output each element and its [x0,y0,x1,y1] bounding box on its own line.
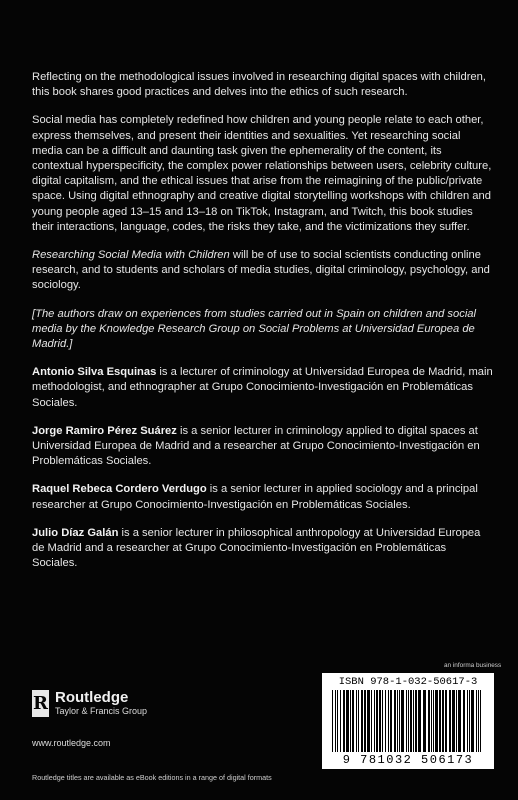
barcode [322,673,494,769]
barcode-bar [463,690,465,752]
barcode-bar [413,690,414,752]
barcode-bar [433,690,434,752]
author-name: Raquel Rebeca Cordero Verdugo [32,483,207,496]
audience-paragraph [32,248,494,294]
back-cover-text [32,70,494,584]
barcode-bar [401,690,404,752]
barcode-bar [394,690,396,752]
intro-paragraph: Reflecting on the methodological issues involved in researching digital spaces with children, this book shares good practices and delves into the ethics of such research. [32,71,486,99]
barcode-bar [343,690,345,752]
barcode-bar [476,690,477,752]
barcode-bar [467,690,468,752]
barcode-bar [408,690,409,752]
barcode-bar [442,690,444,752]
author-bio [32,482,494,512]
author-name: Antonio Silva Esquinas [32,366,157,379]
barcode-bar [415,690,417,752]
barcode-bar [356,690,357,752]
barcode-bar [379,690,381,752]
barcode-bar [385,690,386,752]
barcode-bar [428,690,430,752]
author-name: Julio Díaz Galán [32,526,119,539]
barcode-bar [332,690,333,752]
barcode-bar [439,690,441,752]
note-paragraph: [The authors draw on experiences from studies carried out in Spain on children and social media by the Knowledge Research Group on Social Problems at Universidad Europea de Madrid.] [32,307,477,351]
barcode-bar [376,690,378,752]
barcode-bar [388,690,389,752]
barcode-bar [346,690,349,752]
author-name: Jorge Ramiro Pérez Suárez [32,424,177,437]
author-bio-text: is a lecturer of criminology at Universidad Europea de Madrid, main methodologist, and ethnographer at Grupo Conocimiento-Investigación en Problemáticas Sociales. [32,366,493,409]
barcode-bar [410,690,412,752]
author-bio [32,365,494,411]
barcode-bar [431,690,432,752]
barcode-bar [480,690,481,752]
barcode-bar [456,690,457,752]
publisher-url: www.routledge.com [32,738,111,748]
barcode-bar [340,690,341,752]
barcode-bar [382,690,383,752]
book-title-italic: Researching Social Media with Children [32,249,230,262]
barcode-bar [458,690,461,752]
author-bio-text: is a senior lecturer in philosophical anthropology at Universidad Europea de Madrid and a researcher at Grupo Conocimiento-Investigación en Problemáticas Sociales. [32,526,481,570]
barcode-bar [374,690,375,752]
barcode-bar [397,690,398,752]
barcode-bar [364,690,366,752]
barcode-bar [449,690,451,752]
publisher-group: Taylor & Francis Group [55,706,148,716]
author-bio-text: is a senior lecturer in applied sociology and a principal researcher at Grupo Conocimiento-Investigación en Problemáticas Sociales. [32,483,478,511]
publisher-logo [32,690,147,717]
barcode-bar [399,690,400,752]
barcode-bar [406,690,407,752]
barcode-bar [445,690,447,752]
barcode-bar [352,690,354,752]
audience-text: will be of use to social scientists conducting online research, and to students and scholars of media studies, digital criminology, psychology, and sociology. [32,249,490,292]
barcode-bar [478,690,479,752]
author-bio [32,424,494,470]
barcode-bar [471,690,474,752]
barcode-bar [335,690,336,752]
isbn-label: ISBN 978-1-032-50617-3 [338,676,478,688]
author-bio-text: is a senior lecturer in criminology applied to digital spaces at Universidad Europea de Madrid and a researcher at Grupo Conocimiento-Investigación en Problemáticas Sociales. [32,424,480,468]
barcode-bar [469,690,470,752]
imprint-text: an informa business [444,662,502,669]
routledge-r-icon: R [32,690,49,717]
body-paragraph: Social media has completely redefined how children and young people relate to each other, express themselves, and present their identities and sexualities. Yet researching social media can be a difficult and daunting task given the ephemerality of the content, its contextual hyperspecificity, the complex power relationships between users, celebrity culture, digital capitalism, and the ethical issues that arise from the reimagining of the public/private space. Using digital ethnography and creative digital storytelling workshops with children and young people aged 13–15 and 13–18 on TikTok, Instagram, and Twitch, this book studies their interactions, language, codes, the risks they take, and the victimizations they suffer. [32,114,492,233]
ebook-note: Routledge titles are available as eBook editions in a range of digital formats [32,773,272,782]
barcode-bar [435,690,438,752]
barcode-digits: 9 781032 506173 [342,753,474,767]
barcode-bar [337,690,338,752]
barcode-bar [423,690,426,752]
barcode-bars [332,690,484,752]
barcode-bar [350,690,351,752]
barcode-bar [418,690,421,752]
barcode-bar [452,690,455,752]
barcode-bar [371,690,372,752]
barcode-bar [358,690,359,752]
author-bio [32,526,494,572]
barcode-bar [361,690,363,752]
barcode-bar [390,690,392,752]
publisher-name: Routledge [55,689,129,706]
barcode-bar [367,690,370,752]
